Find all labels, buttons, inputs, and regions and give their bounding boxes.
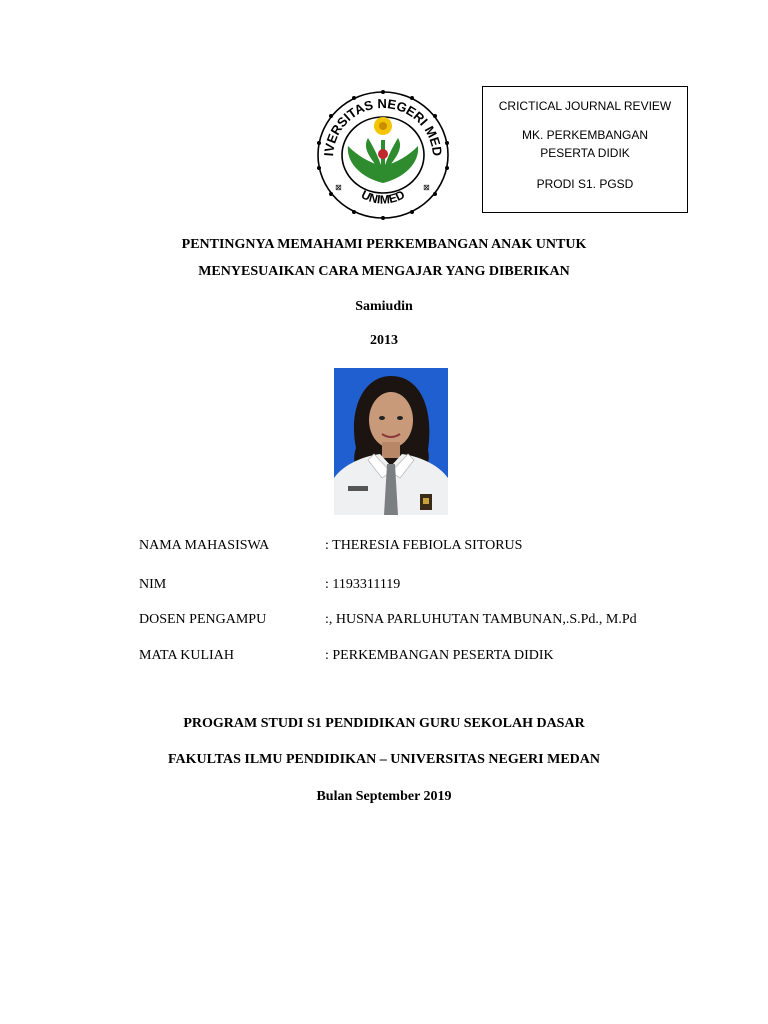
document-title-line-1: PENTINGNYA MEMAHAMI PERKEMBANGAN ANAK UNTUK — [181, 237, 587, 252]
header-line-course-2: PESERTA DIDIK — [540, 146, 630, 160]
program-name: PROGRAM STUDI S1 PENDIDIKAN GURU SEKOLAH DASAR — [183, 716, 585, 731]
identity-label: MATA KULIAH — [139, 648, 234, 663]
author-name: Samiudin — [355, 299, 413, 314]
identity-value: :, HUSNA PARLUHUTAN TAMBUNAN,.S.Pd., M.Pd — [325, 612, 637, 627]
document-title-line-2: MENYESUAIKAN CARA MENGAJAR YANG DIBERIKAN — [198, 264, 570, 279]
submission-date: Bulan September 2019 — [316, 789, 452, 804]
identity-row-mata-kuliah — [139, 648, 739, 668]
logo-text-top: IVERSITAS NEGERI MED — [321, 95, 446, 157]
identity-row-nama — [139, 538, 739, 558]
identity-label: NAMA MAHASISWA — [139, 538, 270, 553]
svg-text:⊠: ⊠ — [335, 183, 342, 192]
publication-year: 2013 — [370, 333, 398, 348]
header-box — [482, 86, 688, 213]
identity-value: : 1193311119 — [325, 577, 401, 592]
identity-value: : PERKEMBANGAN PESERTA DIDIK — [325, 648, 554, 663]
student-photo — [334, 368, 448, 515]
identity-label: NIM — [139, 577, 167, 592]
logo-text-bottom: UNIMED — [359, 187, 407, 207]
identity-label: DOSEN PENGAMPU — [139, 612, 267, 627]
identity-row-dosen — [139, 612, 739, 632]
header-line-course-1: MK. PERKEMBANGAN — [521, 128, 649, 142]
identity-row-nim — [139, 577, 739, 597]
header-line-title: CRICTICAL JOURNAL REVIEW — [498, 99, 672, 113]
header-line-prodi: PRODI S1. PGSD — [536, 177, 634, 191]
faculty-name: FAKULTAS ILMU PENDIDIKAN – UNIVERSITAS NEGERI MEDAN — [168, 752, 600, 767]
university-logo — [302, 88, 464, 222]
identity-value: : THERESIA FEBIOLA SITORUS — [325, 538, 523, 553]
svg-text:⊠: ⊠ — [423, 183, 430, 192]
